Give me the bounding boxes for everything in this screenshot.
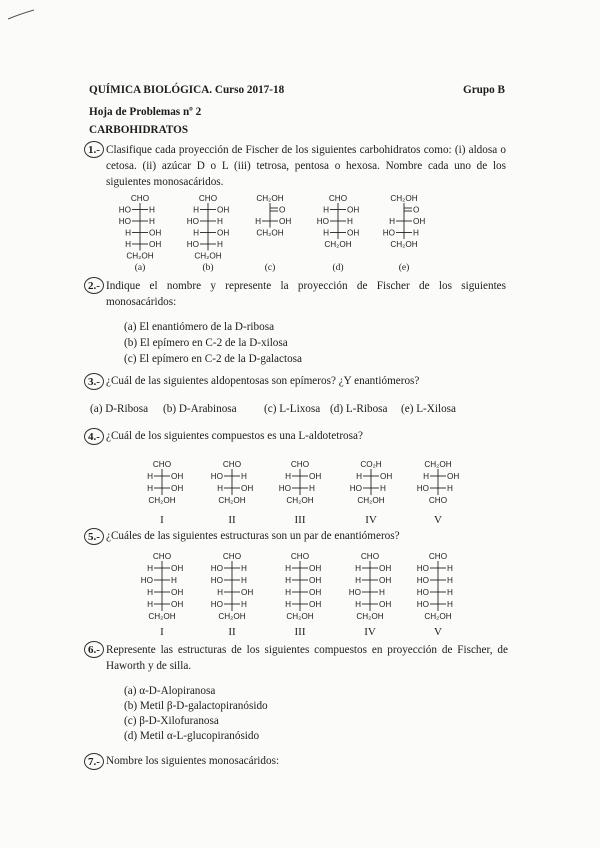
- fischer-left-substituent: H: [217, 484, 223, 493]
- fischer-top-group: CHO: [222, 552, 242, 561]
- q5-label-3: III: [294, 626, 306, 638]
- fischer-left-substituent: H: [356, 472, 362, 481]
- fischer-left-substituent: H: [285, 564, 291, 573]
- fischer-top-group: CHO: [130, 194, 150, 203]
- q2-text: Indique el nombre y represente la proyección de Fischer de los siguientes monosacáridos:: [106, 280, 506, 308]
- fischer-right-substituent: OH: [347, 205, 360, 215]
- fischer-bottom-group: CH₂OH: [390, 240, 418, 249]
- fischer-left-substituent: H: [285, 472, 291, 481]
- fischer-top-group: CHO: [152, 552, 172, 561]
- fischer-left-substituent: HO: [210, 472, 223, 481]
- fischer-right-substituent: H: [447, 484, 453, 493]
- fischer-right-substituent: H: [447, 564, 453, 573]
- q1-text: Clasifique cada proyección de Fischer de los siguientes carbohidratos como: (i) aldosa o cetosa. (ii) azúcar D o L (iii) tetrosa, pentosa o hexosa. Nombre cada uno de los siguientes monosacáridos.: [106, 144, 506, 188]
- fischer-left-substituent: HO: [118, 217, 131, 226]
- fischer-left-substituent: H: [285, 600, 291, 609]
- question-number-6: 6.-: [84, 641, 104, 658]
- fischer-bottom-group: CH₂OH: [126, 251, 154, 261]
- fischer-right-substituent: OH: [447, 472, 460, 481]
- fischer-right-substituent: H: [379, 588, 385, 597]
- q6-item-d: (d) Metil α-L-glucopiranósido: [124, 730, 260, 742]
- fischer-left-substituent: HO: [416, 576, 429, 585]
- fischer-right-substituent: OH: [149, 240, 162, 249]
- fischer-top-group: CHO: [290, 552, 310, 561]
- fischer-bottom-group: CH₂OH: [148, 496, 176, 505]
- fischer-right-substituent: H: [380, 484, 386, 493]
- fischer-right-substituent: OH: [380, 472, 393, 481]
- fischer-left-substituent: H: [147, 588, 153, 597]
- fischer-left-substituent: H: [193, 205, 199, 215]
- fischer-left-substituent: H: [285, 576, 291, 585]
- fischer-left-substituent: H: [125, 228, 131, 238]
- fischer-bottom-group: CH₂OH: [286, 612, 314, 621]
- q3-option-d: (d) L-Ribosa: [330, 403, 388, 415]
- fischer-bottom-group: CH₂OH: [286, 496, 314, 505]
- fischer-right-substituent: OH: [171, 600, 184, 609]
- fischer-top-group: CH₂OH: [256, 194, 284, 203]
- fischer-bottom-group: CH₂OH: [256, 228, 284, 238]
- q3-text: ¿Cuál de las siguientes aldopentosas son epímeros? ¿Y enantiómeros?: [106, 375, 420, 387]
- q3-option-b: (b) D-Arabinosa: [163, 403, 237, 415]
- fischer-left-substituent: H: [355, 600, 361, 609]
- fischer-left-substituent: HO: [186, 217, 199, 226]
- q5-text: ¿Cuáles de las siguientes estructuras son un par de enantiómeros?: [106, 530, 400, 542]
- fischer-left-substituent: H: [217, 588, 223, 597]
- fischer-top-group: CHO: [152, 460, 172, 469]
- pen-mark: [6, 8, 36, 22]
- fischer-right-substituent: H: [217, 217, 223, 226]
- fischer-left-substituent: HO: [186, 240, 199, 249]
- fischer-right-substituent: H: [413, 228, 419, 238]
- q6-text: Represente las estructuras de los siguientes compuestos en proyección de Fischer, de Haworth y de silla.: [106, 644, 508, 672]
- q4-label-1: I: [160, 514, 164, 526]
- fischer-right-substituent: OH: [309, 600, 322, 609]
- fischer-left-substituent: H: [323, 205, 329, 215]
- fischer-bottom-group: CH₂OH: [357, 496, 385, 505]
- fischer-right-substituent: H: [217, 240, 223, 249]
- fischer-right-substituent: H: [447, 600, 453, 609]
- fischer-bottom-group: CHO: [428, 496, 448, 505]
- fischer-right-substituent: H: [149, 217, 155, 226]
- q3-option-e: (e) L-Xilosa: [401, 403, 456, 415]
- fischer-left-substituent: H: [193, 228, 199, 238]
- fischer-left-substituent: HO: [140, 576, 153, 585]
- fischer-right-substituent: OH: [309, 576, 322, 585]
- fischer-left-substituent: HO: [210, 564, 223, 573]
- fischer-right-substituent: OH: [217, 205, 230, 215]
- question-number-4: 4.-: [84, 428, 104, 445]
- q4-label-4: IV: [365, 514, 377, 526]
- fischer-top-group: CHO: [328, 194, 348, 203]
- q5-label-4: IV: [364, 626, 376, 638]
- fischer-right-substituent: OH: [309, 588, 322, 597]
- topic-title: CARBOHIDRATOS: [89, 124, 189, 136]
- fischer-left-substituent: HO: [416, 484, 429, 493]
- fischer-right-substituent: OH: [171, 564, 184, 573]
- fischer-bottom-group: CH₂OH: [424, 612, 452, 621]
- fischer-top-group: CH₂OH: [424, 460, 452, 469]
- q6-item-c: (c) β-D-Xilofuranosa: [124, 715, 219, 727]
- q2-item-a: (a) El enantiómero de la D-ribosa: [124, 321, 275, 333]
- q3-option-c: (c) L-Lixosa: [264, 403, 321, 415]
- fischer-left-substituent: H: [255, 217, 261, 226]
- q4-text: ¿Cuál de los siguientes compuestos es una L-aldotetrosa?: [106, 430, 363, 442]
- fischer-top-group: CHO: [222, 460, 242, 469]
- q7-text: Nombre los siguientes monosacáridos:: [106, 755, 280, 767]
- fischer-left-substituent: HO: [416, 564, 429, 573]
- fischer-left-substituent: H: [147, 564, 153, 573]
- sheet-title: Hoja de Problemas nº 2: [89, 106, 202, 118]
- fischer-right-substituent: H: [447, 576, 453, 585]
- fischer-top-group: CHO: [360, 552, 380, 561]
- q5-label-1: I: [160, 626, 164, 638]
- group-label: Grupo B: [463, 84, 505, 96]
- fischer-right-substituent: H: [447, 588, 453, 597]
- q1-fischer-5: [359, 192, 449, 268]
- fischer-left-substituent: HO: [316, 217, 329, 226]
- fischer-bottom-group: CH₂OH: [356, 612, 384, 621]
- fischer-right-substituent: H: [149, 205, 155, 215]
- fischer-left-substituent: H: [147, 484, 153, 493]
- fischer-left-substituent: HO: [210, 576, 223, 585]
- q6-item-a: (a) α-D-Alopiranosa: [124, 685, 216, 697]
- fischer-bottom-group: CH₂OH: [194, 251, 222, 261]
- fischer-right-substituent: OH: [241, 588, 254, 597]
- fischer-right-substituent: OH: [347, 228, 360, 238]
- q4-label-3: III: [294, 514, 306, 526]
- fischer-right-substituent: H: [241, 472, 247, 481]
- fischer-top-group: CHO: [198, 194, 218, 203]
- q3-option-a: (a) D-Ribosa: [90, 403, 149, 415]
- fischer-right-substituent: OH: [171, 484, 184, 493]
- fischer-left-substituent: HO: [210, 600, 223, 609]
- q6-item-b: (b) Metil β-D-galactopiranósido: [124, 700, 268, 712]
- fischer-left-substituent: H: [423, 472, 429, 481]
- fischer-right-substituent: H: [241, 576, 247, 585]
- fischer-right-substituent: OH: [379, 564, 392, 573]
- course-title: QUÍMICA BIOLÓGICA. Curso 2017-18: [89, 84, 285, 96]
- question-number-7: 7.-: [84, 753, 104, 770]
- fischer-left-substituent: H: [147, 472, 153, 481]
- fischer-right-substituent: H: [309, 484, 315, 493]
- fischer-right-substituent: O: [279, 205, 286, 215]
- fischer-left-substituent: HO: [118, 205, 131, 215]
- fischer-top-group: CO₂H: [360, 460, 382, 469]
- q4-label-5: V: [434, 514, 442, 526]
- fischer-left-substituent: H: [285, 588, 291, 597]
- fischer-left-substituent: H: [323, 228, 329, 238]
- fischer-left-substituent: HO: [278, 484, 291, 493]
- fischer-right-substituent: OH: [241, 484, 254, 493]
- q4-label-2: II: [228, 514, 236, 526]
- fischer-right-substituent: OH: [309, 472, 322, 481]
- fischer-right-substituent: OH: [413, 217, 426, 226]
- fischer-top-group: CH₂OH: [390, 194, 418, 203]
- fischer-top-group: CHO: [290, 460, 310, 469]
- fischer-right-substituent: H: [171, 576, 177, 585]
- fischer-left-substituent: H: [355, 576, 361, 585]
- q2-item-b: (b) El epímero en C-2 de la D-xilosa: [124, 337, 288, 349]
- fischer-bottom-group: CH₂OH: [218, 496, 246, 505]
- q1-label-1: (a): [134, 263, 146, 273]
- q1-label-3: (c): [264, 263, 276, 273]
- fischer-right-substituent: H: [241, 600, 247, 609]
- q5-label-2: II: [228, 626, 236, 638]
- fischer-right-substituent: H: [241, 564, 247, 573]
- q5-label-5: V: [434, 626, 442, 638]
- fischer-left-substituent: H: [125, 240, 131, 249]
- fischer-right-substituent: H: [347, 217, 353, 226]
- q1-label-4: (d): [332, 263, 344, 273]
- fischer-right-substituent: OH: [149, 228, 162, 238]
- fischer-left-substituent: H: [355, 564, 361, 573]
- fischer-right-substituent: OH: [217, 228, 230, 238]
- fischer-left-substituent: HO: [349, 484, 362, 493]
- fischer-left-substituent: HO: [382, 228, 395, 238]
- question-number-1: 1.-: [84, 141, 104, 158]
- fischer-bottom-group: CH₂OH: [324, 240, 352, 249]
- fischer-right-substituent: OH: [309, 564, 322, 573]
- fischer-left-substituent: HO: [416, 600, 429, 609]
- question-number-2: 2.-: [84, 277, 104, 294]
- q1-label-2: (b): [202, 263, 214, 273]
- fischer-bottom-group: CH₂OH: [218, 612, 246, 621]
- fischer-right-substituent: OH: [379, 576, 392, 585]
- fischer-left-substituent: H: [147, 600, 153, 609]
- q2-item-c: (c) El epímero en C-2 de la D-galactosa: [124, 353, 302, 365]
- fischer-right-substituent: OH: [279, 217, 292, 226]
- question-number-3: 3.-: [84, 373, 104, 390]
- fischer-right-substituent: O: [413, 205, 420, 215]
- question-number-5: 5.-: [84, 528, 104, 545]
- q1-label-5: (e): [398, 263, 410, 273]
- fischer-right-substituent: OH: [171, 588, 184, 597]
- fischer-left-substituent: H: [389, 217, 395, 226]
- fischer-right-substituent: OH: [379, 600, 392, 609]
- fischer-left-substituent: HO: [416, 588, 429, 597]
- fischer-top-group: CHO: [428, 552, 448, 561]
- fischer-left-substituent: HO: [348, 588, 361, 597]
- fischer-bottom-group: CH₂OH: [148, 612, 176, 621]
- fischer-right-substituent: OH: [171, 472, 184, 481]
